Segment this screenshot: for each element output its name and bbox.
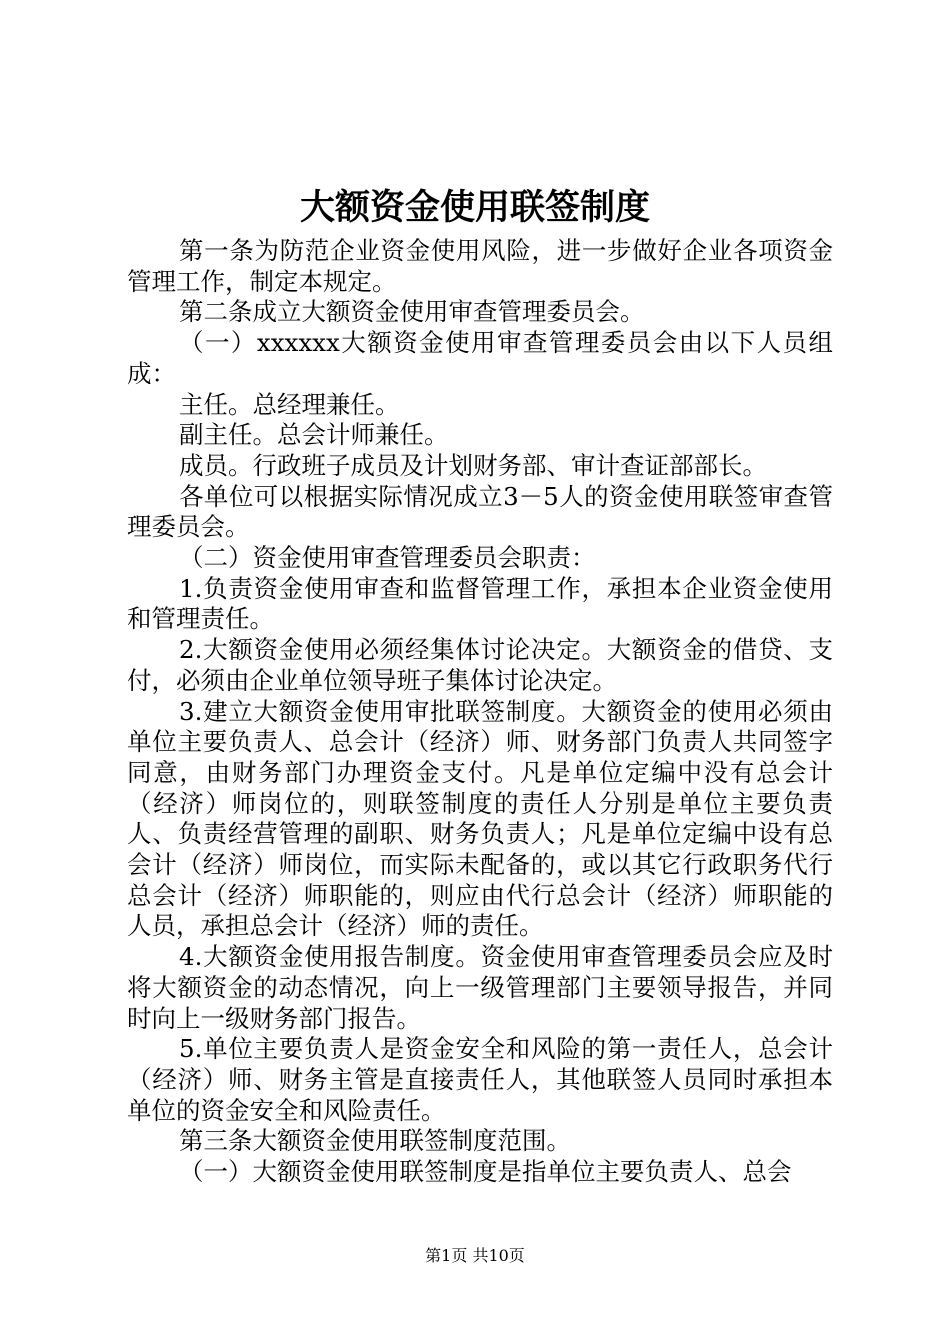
- paragraph-deputy-director: 副主任。总会计师兼任。: [179, 420, 449, 450]
- paragraph-scope-1: （一）大额资金使用联签制度是指单位主要负责人、总会: [179, 1157, 792, 1187]
- paragraph-duty-4: 4.大额资金使用报告制度。资金使用审查管理委员会应及时将大额资金的动态情况，向上一级管理部门主要领导报告，并同时向上一级财务部门报告。: [127, 942, 833, 1033]
- paragraph-units: 各单位可以根据实际情况成立3－5人的资金使用联签审查管理委员会。: [127, 481, 833, 542]
- paragraph-members: 成员。行政班子成员及计划财务部、审计查证部部长。: [179, 450, 767, 480]
- paragraph-director: 主任。总经理兼任。: [179, 389, 400, 419]
- paragraph-duty-3: 3.建立大额资金使用审批联签制度。大额资金的使用必须由单位主要负责人、总会计（经济）师、财务部门负责人共同签字同意，由财务部门办理资金支付。凡是单位定编中没有总会计（经济）师岗位的，则联签制度的责任人分别是单位主要负责人、负责经营管理的副职、财务负责人；凡是单位定编中设有总会计（经济）师岗位，而实际未配备的，或以其它行政职务代行总会计（经济）师职能的，则应由代行总会计（经济）师职能的人员，承担总会计（经济）师的责任。: [127, 696, 833, 941]
- paragraph-committee-members: （一）xxxxxx大额资金使用审查管理委员会由以下人员组成：: [127, 328, 833, 388]
- paragraph-duty-2: 2.大额资金使用必须经集体讨论决定。大额资金的借贷、支付，必须由企业单位领导班子集体讨论决定。: [127, 635, 833, 695]
- paragraph-article-1: 第一条为防范企业资金使用风险，进一步做好企业各项资金管理工作，制定本规定。: [127, 236, 833, 296]
- document-title: 大额资金使用联签制度: [299, 187, 650, 228]
- paragraph-duty-1: 1.负责资金使用审查和监督管理工作，承担本企业资金使用和管理责任。: [127, 573, 833, 634]
- paragraph-committee-duties: （二）资金使用审查管理委员会职责：: [179, 543, 596, 573]
- paragraph-article-2: 第二条成立大额资金使用审查管理委员会。: [179, 297, 645, 327]
- document-body: [127, 236, 833, 1188]
- page-footer: 第1页 共10页: [425, 1246, 525, 1265]
- paragraph-article-3: 第三条大额资金使用联签制度范围。: [179, 1126, 571, 1156]
- paragraph-duty-5: 5.单位主要负责人是资金安全和风险的第一责任人，总会计（经济）师、财务主管是直接责任人，其他联签人员同时承担本单位的资金安全和风险责任。: [127, 1034, 833, 1125]
